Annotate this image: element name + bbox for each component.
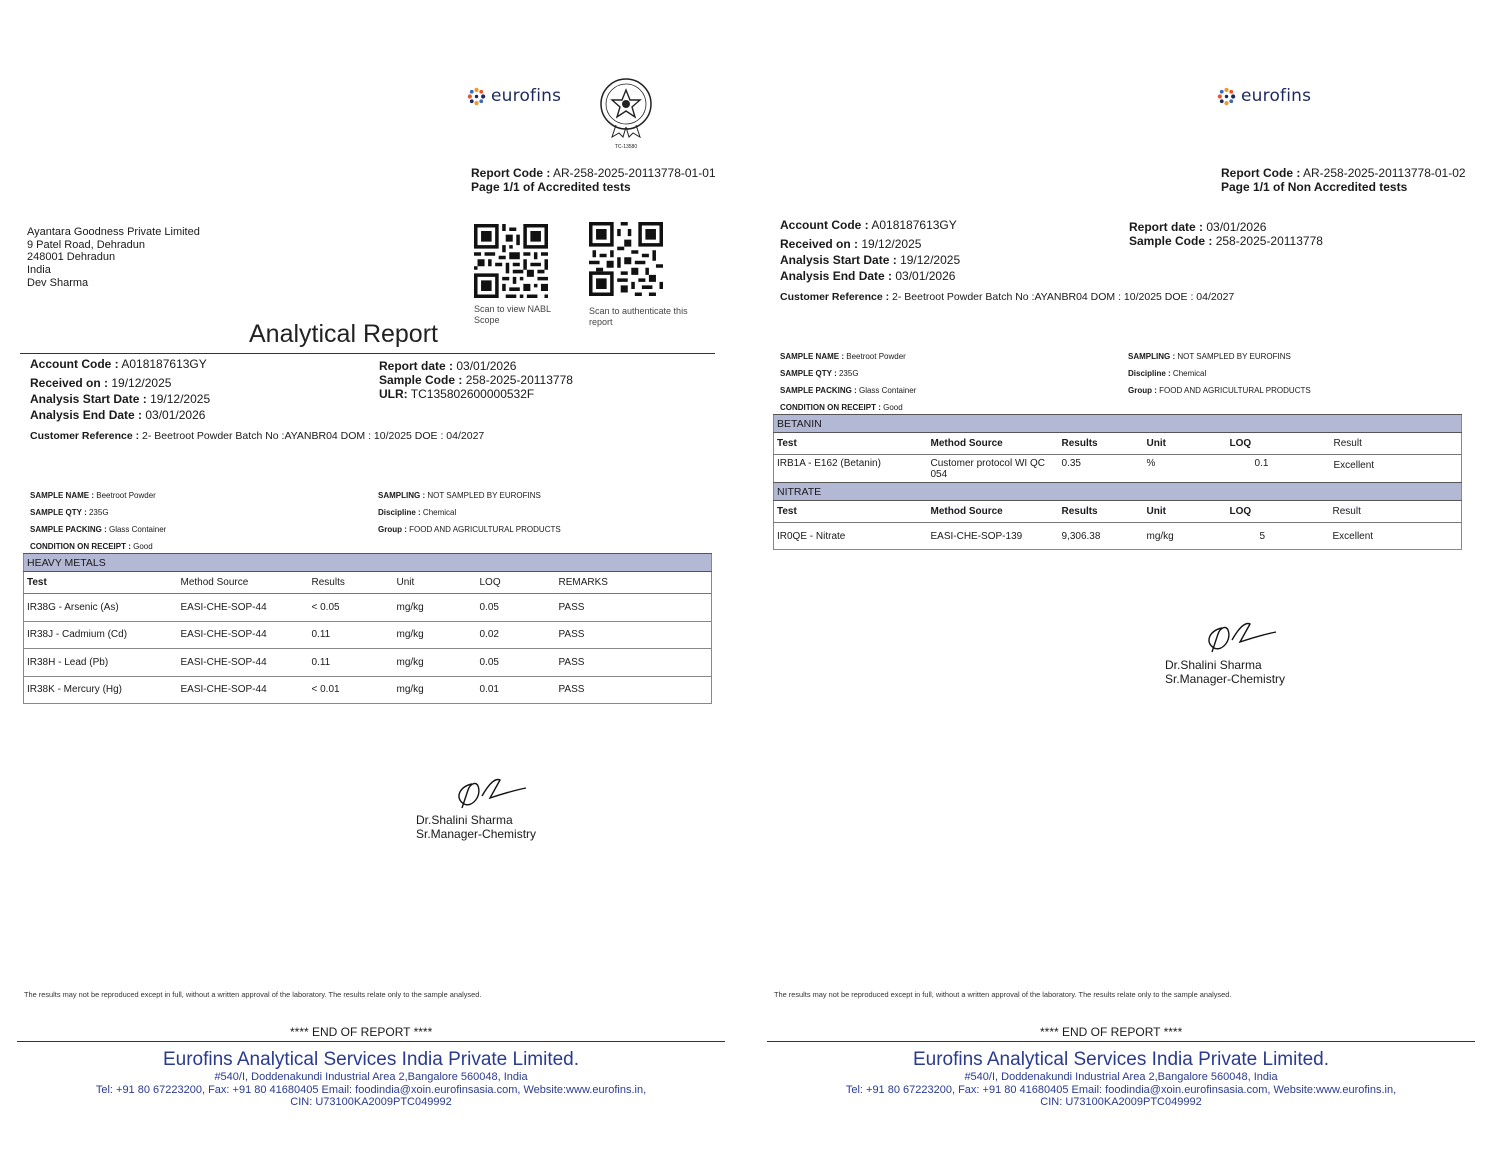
footer-address: #540/I, Doddenakundi Industrial Area 2,Bangalore 560048, India xyxy=(964,1071,1278,1083)
table-row: IR38J - Cadmium (Cd) EASI-CHE-SOP-44 0.11 mg/kg 0.02 PASS xyxy=(24,621,712,649)
sample-code: Sample Code : 258-2025-20113778 xyxy=(1129,234,1323,248)
table-column-headers: Test Method Source Results Unit LOQ Result xyxy=(774,501,1462,523)
table-row: IRB1A - E162 (Betanin) Customer protocol WI QC 054 0.35 % 0.1 Excellent xyxy=(774,455,1462,483)
client-address-block xyxy=(27,226,200,290)
title-divider xyxy=(20,353,715,354)
sample-name: SAMPLE NAME : Beetroot Powder xyxy=(30,491,156,500)
betanin-table xyxy=(773,414,1462,483)
customer-reference: Customer Reference : 2- Beetroot Powder Batch No :AYANBR04 DOM : 10/2025 DOE : 04/2027 xyxy=(780,291,1235,303)
customer-reference: Customer Reference : 2- Beetroot Powder Batch No :AYANBR04 DOM : 10/2025 DOE : 04/2027 xyxy=(30,430,485,442)
report-ids-block xyxy=(379,359,573,401)
sample-details-right xyxy=(378,487,561,538)
table-row: IR0QE - Nitrate EASI-CHE-SOP-139 9,306.38 mg/kg 5 Excellent xyxy=(774,523,1462,550)
eurofins-logo: eurofins xyxy=(1217,86,1311,106)
disclaimer: The results may not be reproduced except in full, without a written approval of the laboratory. The results relate only to the sample analysed. xyxy=(774,990,1232,999)
report-ids-block xyxy=(1129,220,1323,248)
nabl-seal-icon xyxy=(597,77,655,139)
footer-divider xyxy=(767,1041,1475,1042)
company-footer xyxy=(17,1049,725,1109)
nabl-accreditation-seal: TC-13580 xyxy=(597,77,655,149)
signature-icon xyxy=(446,772,532,812)
footer-address: #540/I, Doddenakundi Industrial Area 2,Bangalore 560048, India xyxy=(214,1071,528,1083)
client-address-line2: 248001 Dehradun xyxy=(27,251,116,264)
sample-qty: SAMPLE QTY : 235G xyxy=(780,369,859,378)
qr-caption-authenticate: Scan to authenticate this report xyxy=(589,306,688,327)
nitrate-table xyxy=(773,482,1462,550)
received-on: Received on : 19/12/2025 xyxy=(780,237,922,251)
client-country: India xyxy=(27,264,51,277)
sample-details-left xyxy=(780,348,916,416)
qr-caption-nabl: Scan to view NABL Scope xyxy=(474,304,551,325)
sampling: SAMPLING : NOT SAMPLED BY EUROFINS xyxy=(378,491,541,500)
condition-on-receipt: CONDITION ON RECEIPT : Good xyxy=(780,403,903,412)
sample-details-left xyxy=(30,487,166,555)
table-row: IR38K - Mercury (Hg) EASI-CHE-SOP-44 < 0.01 mg/kg 0.01 PASS xyxy=(24,676,712,704)
sample-packing: SAMPLE PACKING : Glass Container xyxy=(30,525,167,534)
analysis-end-date: Analysis End Date : 03/01/2026 xyxy=(780,269,956,283)
nabl-scope-qr[interactable] xyxy=(474,224,554,326)
discipline: Discipline : Chemical xyxy=(1128,369,1207,378)
condition-on-receipt: CONDITION ON RECEIPT : Good xyxy=(30,542,153,551)
footer-divider xyxy=(17,1041,725,1042)
footer-contact: Tel: +91 80 67223200, Fax: +91 80 41680405 Email: foodindia@xoin.eurofinsasia.com, Website:www.eurofins.in, xyxy=(95,1083,647,1096)
heavy-metals-table xyxy=(23,553,712,704)
client-contact: Dev Sharma xyxy=(27,276,89,289)
company-footer xyxy=(767,1049,1475,1109)
page-info: Page 1/1 of Non Accredited tests xyxy=(1221,180,1408,194)
client-name: Ayantara Goodness Private Limited xyxy=(27,226,200,238)
eurofins-logo-icon xyxy=(467,87,486,106)
client-address-line1: 9 Patel Road, Dehradun xyxy=(27,238,146,251)
analysis-start-date: Analysis Start Date : 19/12/2025 xyxy=(30,392,211,406)
report-page-non-accredited xyxy=(750,0,1500,1159)
group: Group : FOOD AND AGRICULTURAL PRODUCTS xyxy=(378,525,561,534)
sample-packing: SAMPLE PACKING : Glass Container xyxy=(780,386,917,395)
sample-name: SAMPLE NAME : Beetroot Powder xyxy=(780,352,906,361)
table-row: IR38G - Arsenic (As) EASI-CHE-SOP-44 < 0.05 mg/kg 0.05 PASS xyxy=(24,594,712,622)
signatory-name: Dr.Shalini Sharma xyxy=(416,813,513,827)
table-section-header: BETANIN xyxy=(774,415,1462,433)
table-column-headers: Test Method Source Results Unit LOQ Result xyxy=(774,433,1462,455)
signatory-name: Dr.Shalini Sharma xyxy=(1165,658,1262,672)
ulr-number: ULR: TC135802600000532F xyxy=(379,387,535,401)
footer-company: Eurofins Analytical Services India Private Limited. xyxy=(912,1049,1330,1070)
report-date: Report date : 03/01/2026 xyxy=(379,359,517,373)
report-code: Report Code : AR-258-2025-20113778-01-02 xyxy=(1221,166,1466,180)
signatory xyxy=(1165,658,1285,686)
footer-contact: Tel: +91 80 67223200, Fax: +91 80 41680405 Email: foodindia@xoin.eurofinsasia.com, Website:www.eurofins.in, xyxy=(845,1083,1397,1096)
report-title: Analytical Report xyxy=(249,320,438,348)
group: Group : FOOD AND AGRICULTURAL PRODUCTS xyxy=(1128,386,1311,395)
sample-code: Sample Code : 258-2025-20113778 xyxy=(379,373,573,387)
account-code: Account Code : A018187613GY xyxy=(30,357,207,371)
qr-code-icon xyxy=(474,224,548,298)
eurofins-logo: eurofins xyxy=(467,86,561,106)
table-section-header: NITRATE xyxy=(774,483,1462,501)
sample-dates-block xyxy=(780,217,960,284)
sample-details-right xyxy=(1128,348,1311,399)
analysis-end-date: Analysis End Date : 03/01/2026 xyxy=(30,408,206,422)
eurofins-logo-icon xyxy=(1217,87,1236,106)
signatory-title: Sr.Manager-Chemistry xyxy=(416,827,537,841)
footer-cin: CIN: U73100KA2009PTC049992 xyxy=(290,1096,452,1108)
discipline: Discipline : Chemical xyxy=(378,508,457,517)
disclaimer: The results may not be reproduced except in full, without a written approval of the laboratory. The results relate only to the sample analysed. xyxy=(24,990,482,999)
table-column-headers: Test Method Source Results Unit LOQ REMARKS xyxy=(24,572,712,594)
authenticate-report-qr[interactable] xyxy=(589,222,709,328)
table-row: IR38H - Lead (Pb) EASI-CHE-SOP-44 0.11 mg/kg 0.05 PASS xyxy=(24,649,712,677)
report-code: Report Code : AR-258-2025-20113778-01-01 xyxy=(471,166,716,180)
sampling: SAMPLING : NOT SAMPLED BY EUROFINS xyxy=(1128,352,1291,361)
page-info: Page 1/1 of Accredited tests xyxy=(471,180,631,194)
sample-dates-block xyxy=(30,356,210,423)
analysis-start-date: Analysis Start Date : 19/12/2025 xyxy=(780,253,961,267)
received-on: Received on : 19/12/2025 xyxy=(30,376,172,390)
end-of-report: **** END OF REPORT **** xyxy=(1040,1025,1183,1039)
signatory-title: Sr.Manager-Chemistry xyxy=(1165,672,1286,686)
account-code: Account Code : A018187613GY xyxy=(780,218,957,232)
qr-code-icon xyxy=(589,222,663,296)
footer-company: Eurofins Analytical Services India Private Limited. xyxy=(162,1049,580,1070)
footer-cin: CIN: U73100KA2009PTC049992 xyxy=(1040,1096,1202,1108)
sample-qty: SAMPLE QTY : 235G xyxy=(30,508,109,517)
report-date: Report date : 03/01/2026 xyxy=(1129,220,1267,234)
table-section-header: HEAVY METALS xyxy=(24,554,712,572)
end-of-report: **** END OF REPORT **** xyxy=(290,1025,433,1039)
signature-icon xyxy=(1196,616,1282,656)
signatory xyxy=(416,813,536,841)
